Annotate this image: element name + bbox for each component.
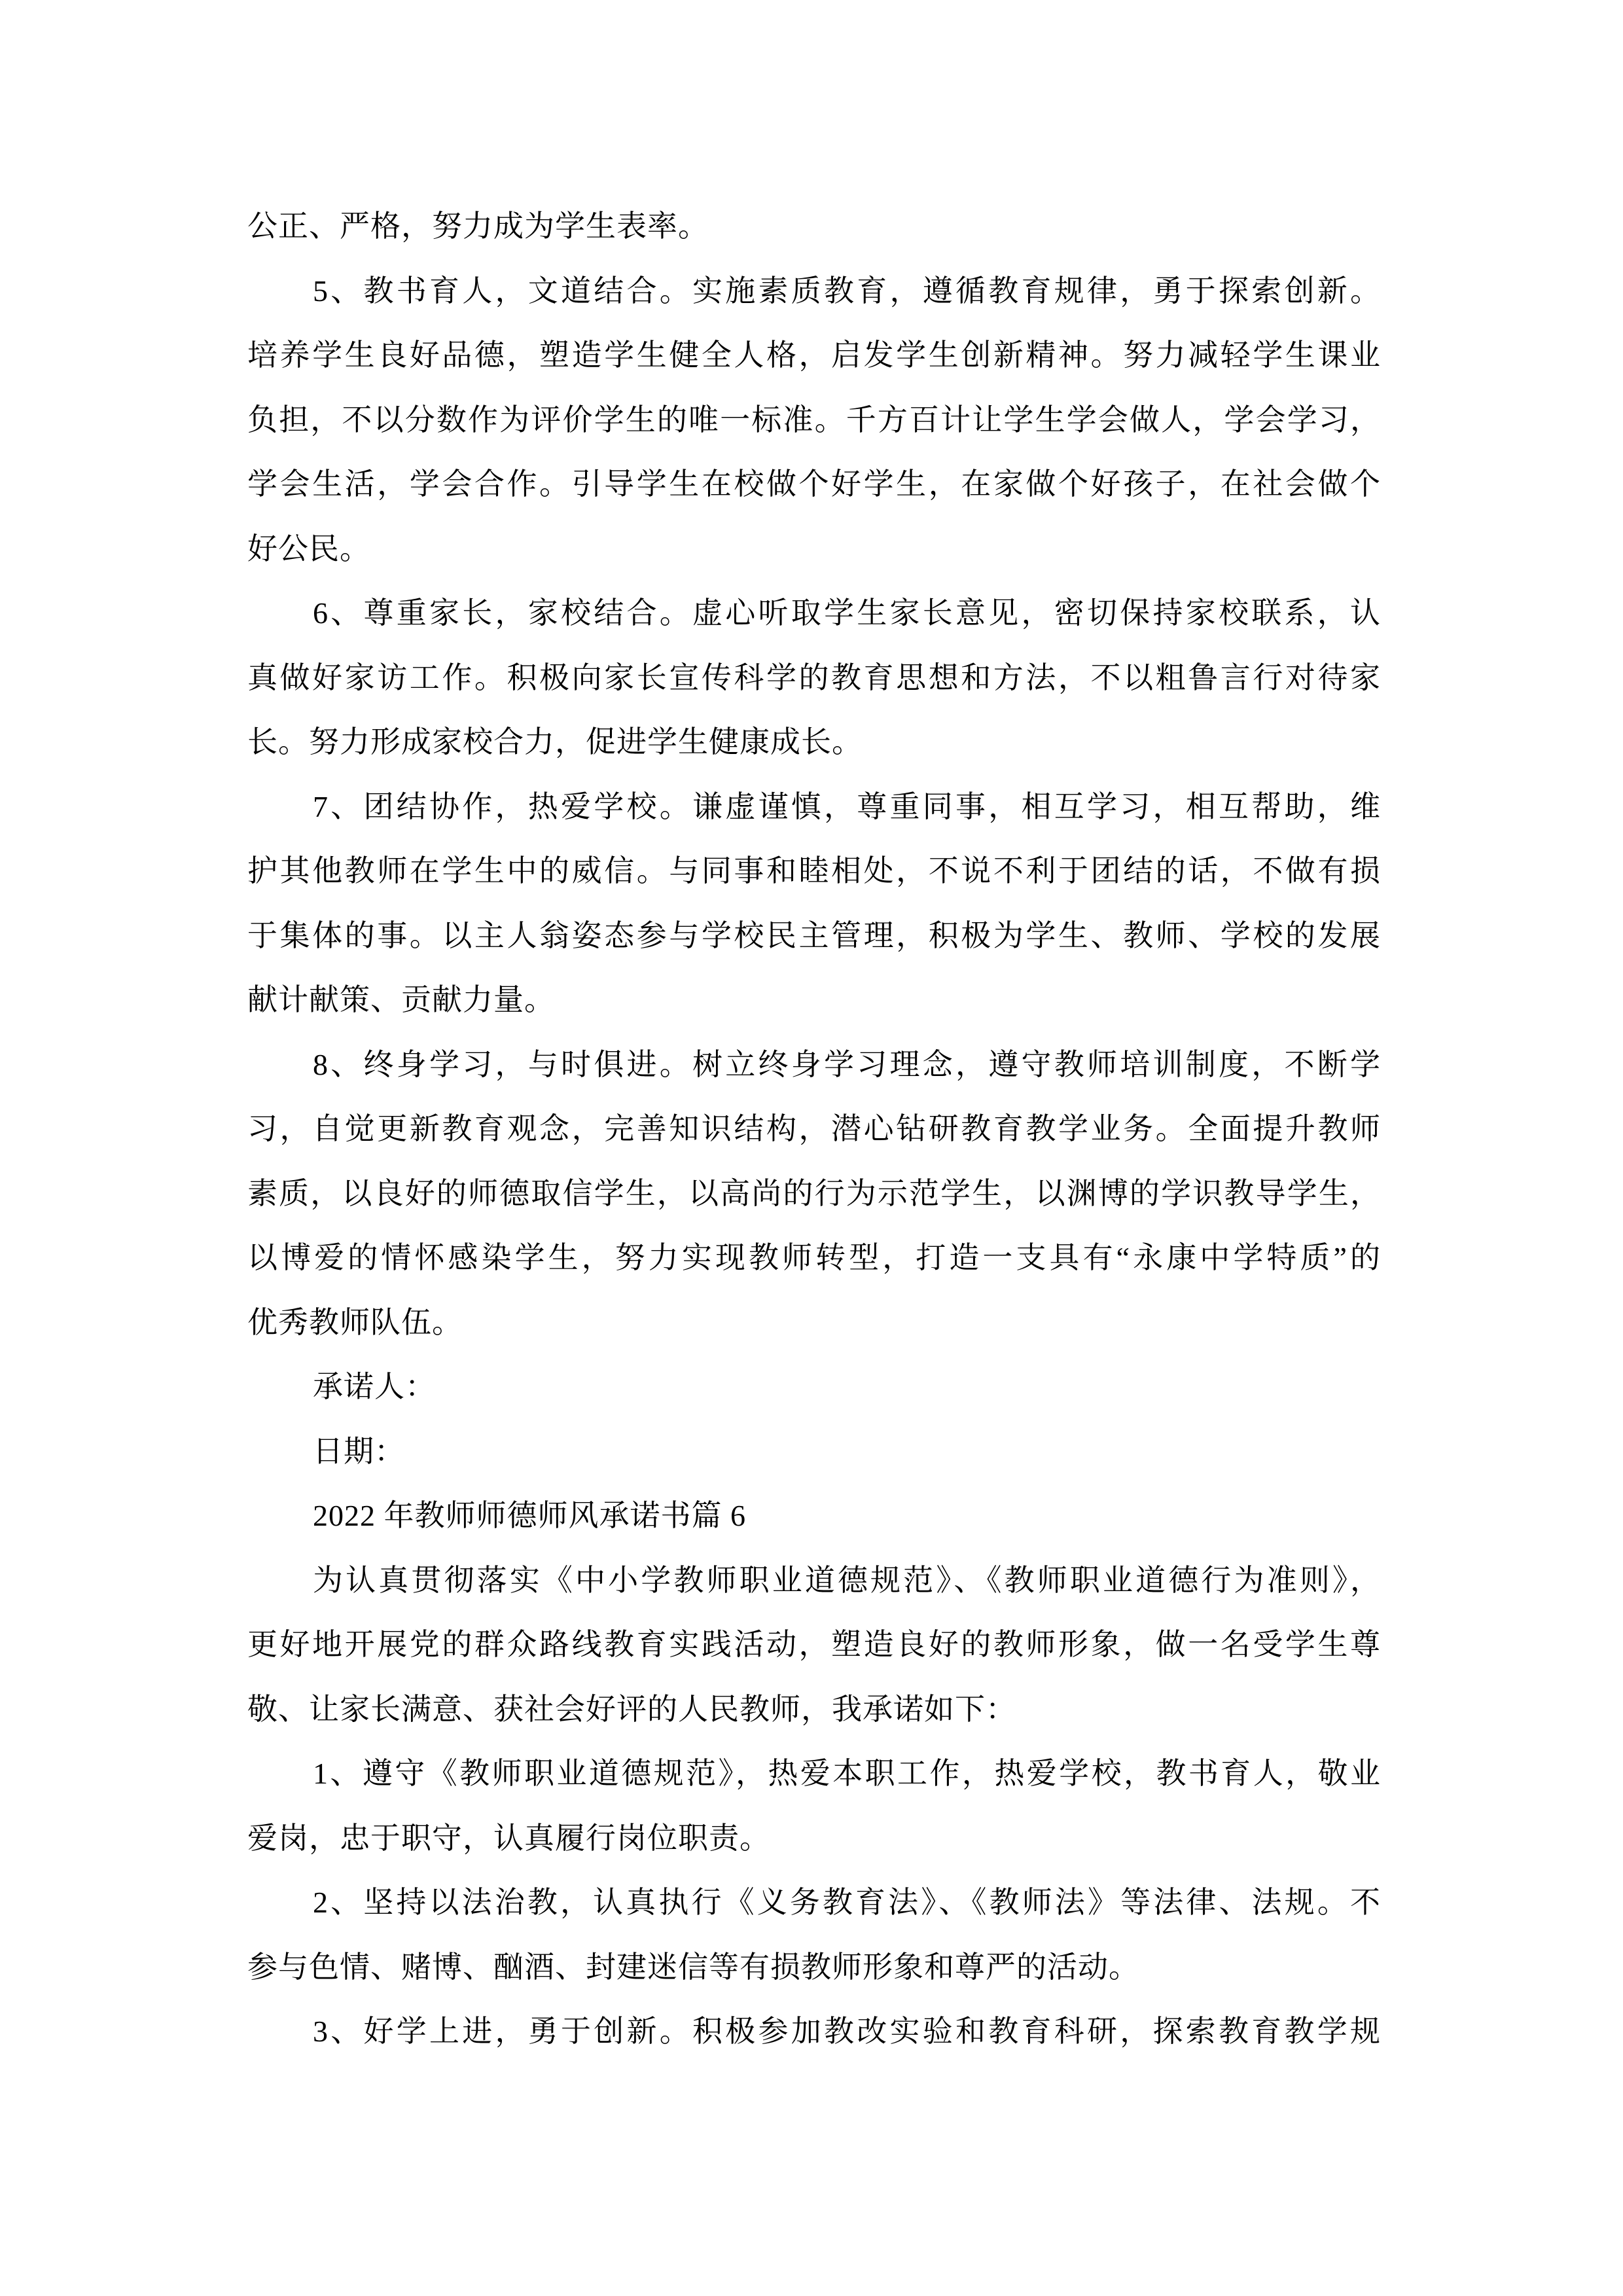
text-line-22: 为认真贯彻落实《中小学教师职业道德规范》、《教师职业道德行为准则》， [313,1563,1381,1597]
text-line-28: 参与色情、赌博、酗酒、封建迷信等有损教师形象和尊严的活动。 [247,1950,1139,1984]
text-line-11: 护其他教师在学生中的威信。与同事和睦相处，不说不利于团结的话，不做有损 [247,854,1381,888]
text-line-21: 2022 年教师师德师风承诺书篇 6 [313,1499,746,1532]
text-line-14: 8、终身学习，与时俱进。树立终身学习理念，遵守教师培训制度，不断学 [313,1047,1381,1081]
text-line-27: 2、坚持以法治教，认真执行《义务教育法》、《教师法》等法律、法规。不 [313,1886,1381,1919]
text-line-23: 更好地开展党的群众路线教育实践活动，塑造良好的教师形象，做一名受学生尊 [247,1628,1381,1661]
text-line-19: 承诺人： [313,1370,436,1403]
text-line-6: 好公民。 [247,531,370,565]
text-line-10: 7、团结协作，热爱学校。谦虚谨慎，尊重同事，相互学习，相互帮助，维 [313,789,1381,823]
text-line-26: 爱岗，忠于职守，认真履行岗位职责。 [247,1821,770,1855]
text-line-18: 优秀教师队伍。 [247,1305,463,1339]
text-line-8: 真做好家访工作。积极向家长宣传科学的教育思想和方法，不以粗鲁言行对待家 [247,660,1381,694]
text-line-20: 日期： [313,1434,405,1468]
text-line-7: 6、尊重家长，家校结合。虚心听取学生家长意见，密切保持家校联系，认 [313,596,1381,630]
text-line-2: 5、教书育人，文道结合。实施素质教育，遵循教育规律，勇于探索创新。 [313,274,1381,308]
document-body [247,194,1381,2064]
text-line-13: 献计献策、贡献力量。 [247,983,555,1016]
text-line-24: 敬、让家长满意、获社会好评的人民教师，我承诺如下： [247,1692,1016,1726]
text-line-29: 3、好学上进，勇于创新。积极参加教改实验和教育科研，探索教育教学规 [313,2015,1381,2048]
text-line-3: 培养学生良好品德，塑造学生健全人格，启发学生创新精神。努力减轻学生课业 [247,338,1381,372]
text-line-4: 负担，不以分数作为评价学生的唯一标准。千方百计让学生学会做人，学会学习， [247,403,1381,437]
text-line-5: 学会生活，学会合作。引导学生在校做个好学生，在家做个好孩子，在社会做个 [247,467,1381,501]
text-line-12: 于集体的事。以主人翁姿态参与学校民主管理，积极为学生、教师、学校的发展 [247,918,1381,952]
text-line-15: 习，自觉更新教育观念，完善知识结构，潜心钻研教育教学业务。全面提升教师 [247,1112,1381,1145]
text-line-16: 素质，以良好的师德取信学生，以高尚的行为示范学生，以渊博的学识教导学生， [247,1176,1381,1210]
text-line-17: 以博爱的情怀感染学生，努力实现教师转型，打造一支具有“永康中学特质”的 [247,1241,1381,1274]
text-line-1: 公正、严格，努力成为学生表率。 [247,209,709,243]
text-line-25: 1、遵守《教师职业道德规范》，热爱本职工作，热爱学校，教书育人，敬业 [313,1757,1381,1790]
text-line-9: 长。努力形成家校合力，促进学生健康成长。 [247,725,863,759]
